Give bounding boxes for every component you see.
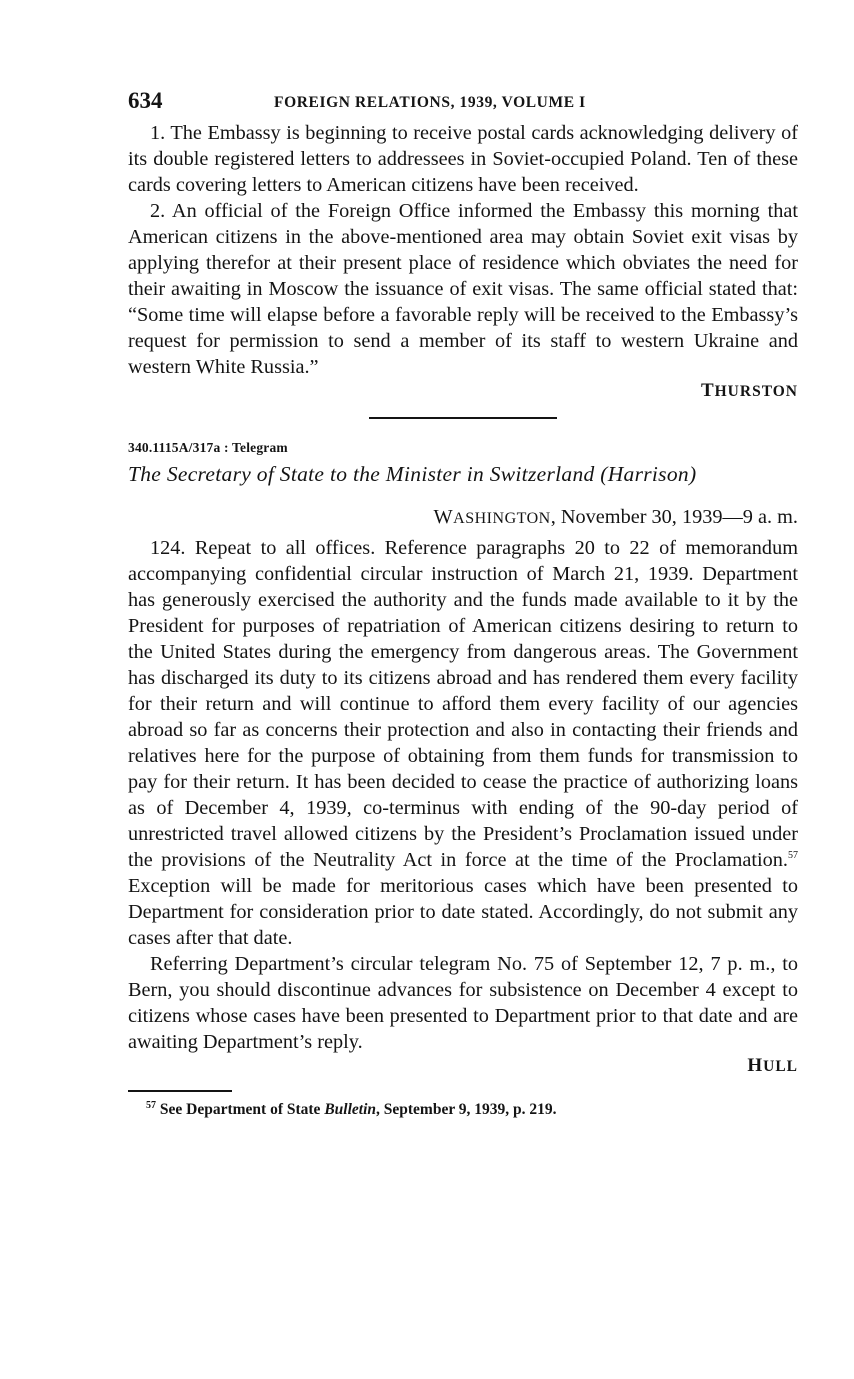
file-reference: 340.1115A/317a : Telegram [128, 440, 288, 455]
running-head: FOREIGN RELATIONS, 1939, VOLUME I [274, 94, 586, 111]
footnote-publication: Bulletin [324, 1101, 376, 1118]
doc2-paragraph-1 [128, 535, 798, 951]
dateline [128, 504, 798, 532]
footnote-divider [128, 1090, 232, 1092]
page-header [128, 88, 798, 120]
doc1-paragraph-2: 2. An official of the Foreign Office informed the Embassy this morning that American citizens in the above-mentioned area may obtain Soviet exit visas by applying therefor at their present place of residence which obviates the need for their awaiting in Moscow the issuance of exit visas. The same official stated that: “Some time will elapse before a favorable reply will be received to the Embassy’s request for permission to send a member of its staff to western Ukraine and western White Russia.” [128, 200, 798, 378]
heading-recipient-name: Harrison [607, 462, 689, 486]
footnote-marker: 57 [146, 1099, 156, 1111]
page-number: 634 [128, 88, 163, 113]
dateline-place-rest: ASHINGTON [453, 510, 551, 527]
dateline-place-initial: W [433, 506, 454, 528]
doc2-signature-initial: H [747, 1055, 764, 1076]
doc2-paragraph-1-tail: Exception will be made for meritorious cases which have been presented to Department for consideration prior to date stated. Accordingly, do not submit any cases after that date. [128, 875, 798, 949]
doc2-signature [128, 1055, 798, 1078]
footnote-citation: , September 9, 1939, p. 219. [376, 1101, 557, 1118]
heading-text: The Secretary of State to the Minister in Switzerland ( [128, 462, 608, 486]
dateline-date: , November 30, 1939—9 a. m. [550, 506, 798, 528]
doc1-signature [128, 380, 798, 403]
footnote-reference: 57 [788, 850, 798, 862]
doc1-signature-rest: HURSTON [714, 383, 798, 400]
document-heading [128, 459, 798, 489]
doc2-signature-rest: ULL [763, 1058, 798, 1075]
footnote-text: See Department of State [156, 1101, 325, 1118]
section-divider [369, 417, 557, 419]
document-page [128, 88, 798, 1120]
dateline-place [433, 506, 551, 528]
heading-close: ) [688, 462, 697, 486]
doc2-paragraph-2: Referring Department’s circular telegram No. 75 of September 12, 7 p. m., to Bern, you should discontinue advances for subsistence on December 4 except to citizens whose cases have been presented to Department prior to that date and are awaiting Department’s reply. [128, 953, 798, 1053]
doc1-signature-initial: T [700, 380, 715, 401]
doc2-paragraph-1-main: 124. Repeat to all offices. Reference paragraphs 20 to 22 of memorandum accompanying confidential circular instruction of March 21, 1939. Department has generously exercised the authority and the funds made available to it by the President for purposes of repatriation of American citizens desiring to return to the United States during the emergency from dangerous areas. The Government has discharged its duty to its citizens abroad and has rendered them every facility for their return and will continue to afford them every facility of our agencies abroad so far as concerns their protection and also in contacting their friends and relatives here for the purpose of obtaining from them funds for transmission to pay for their return. It has been decided to cease the practice of authorizing loans as of December 4, 1939, co-terminus with ending of the 90-day period of unrestricted travel allowed citizens by the President’s Proclamation issued under the provisions of the Neutrality Act in force at the time of the Proclamation. [128, 537, 798, 871]
footnote [146, 1100, 798, 1120]
doc1-paragraph-1: 1. The Embassy is beginning to receive postal cards acknowledging delivery of its double registered letters to addressees in Soviet-occupied Poland. Ten of these cards covering letters to American citizens have been received. [128, 122, 798, 196]
